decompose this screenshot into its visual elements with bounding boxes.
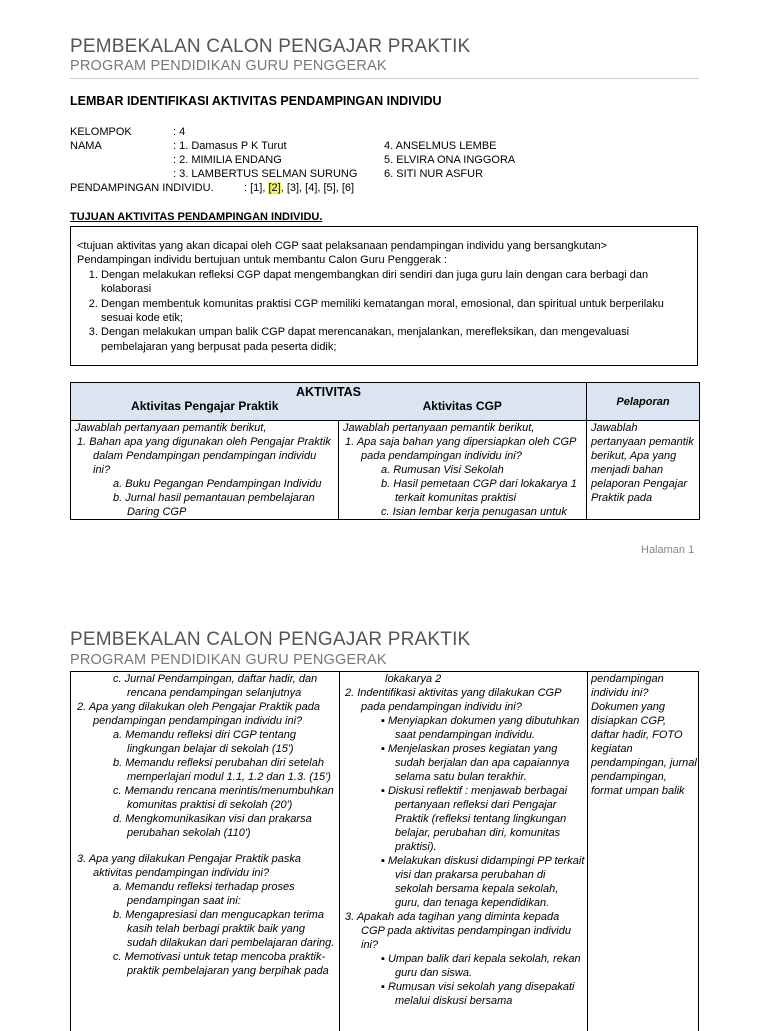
list-item: lokakarya 2 [385, 673, 442, 685]
p2-col2-content [343, 672, 585, 1031]
list-item: d. Mengkomunikasikan visi dan prakarsa perubahan sekolah (110') [113, 813, 312, 839]
page-title: PEMBEKALAN CALON PENGAJAR PRAKTIK [70, 36, 471, 57]
p1-col1-content [75, 421, 334, 519]
list-item: b. Memandu refleksi perubahan diri setelah memperlajari modul 1.1, 1.2 dan 1.3. (15') [113, 757, 331, 783]
page-subtitle: PROGRAM PENDIDIKAN GURU PENGGERAK [70, 58, 387, 74]
p2-col3-text: pendampingan individu ini? Dokumen yang disiapkan CGP, daftar hadir, FOTO kegiatan pendampingan, jurnal pendampingan, format umpan balik [591, 673, 697, 797]
page-subtitle-2: PROGRAM PENDIDIKAN GURU PENGGERAK [70, 652, 387, 668]
header-divider [70, 78, 699, 79]
list-item: b. Jurnal hasil pemantauan pembelajaran Daring CGP [113, 492, 315, 518]
page-title-2: PEMBEKALAN CALON PENGAJAR PRAKTIK [70, 629, 471, 650]
name-6: 6. SITI NUR ASFUR [384, 168, 484, 180]
list-item: 2. Indentifikasi aktivitas yang dilakukan CGP pada pendampingan individu ini? [345, 687, 562, 713]
col-header-pelaporan: Pelaporan [587, 383, 700, 421]
list-item: ▪ Menyiapkan dokumen yang dibutuhkan saat pendampingan individu. [381, 715, 580, 741]
list-item: Jawablah pertanyaan pemantik berikut, [75, 422, 267, 434]
list-item: b. Hasil pemetaan CGP dari lokakarya 1 terkait komunitas praktisi [381, 478, 577, 504]
list-item: c. Memandu rencana merintis/menumbuhkan komunitas praktisi di sekolah (20') [113, 785, 334, 811]
list-item: ▪ Melakukan diskusi didampingi PP terkait visi dan prakarsa perubahan di sekolah bersama kepala sekolah, guru, dan tenaga kependidikan. [381, 855, 585, 909]
p1-col3-text: Jawablah pertanyaan pemantik berikut, Apa yang menjadi bahan pelaporan Pengajar Praktik pada [591, 422, 694, 504]
list-item: 3. Apa yang dilakukan Pengajar Praktik paska aktivitas pendampingan individu ini? [77, 853, 302, 879]
p1-col1-cell [71, 421, 339, 520]
list-item: ▪ Menjelaskan proses kegiatan yang sudah berjalan dan apa capaiannya selama satu bulan terakhir. [381, 743, 570, 783]
list-item: 1. Bahan apa yang digunakan oleh Pengajar Praktik dalam Pendampingan pendampingan individu ini? [77, 436, 331, 476]
pendampingan-options [244, 181, 354, 195]
tujuan-box [70, 226, 698, 366]
pendampingan-prefix: : [1], [244, 182, 269, 194]
list-item: 3. Apakah ada tagihan yang diminta kepada CGP pada aktivitas pendampingan individu ini? [345, 911, 571, 951]
name-4: 4. ANSELMUS LEMBE [384, 140, 497, 152]
list-item: c. Isian lembar kerja penugasan untuk [381, 506, 567, 518]
list-item [75, 840, 337, 852]
list-item: 2. Apa yang dilakukan oleh Pengajar Praktik pada pendampingan pendampingan individu ini? [77, 701, 320, 727]
column-divider [339, 672, 340, 1031]
tujuan-item: 2. Dengan membentuk komunitas praktisi CGP memiliki kematangan moral, emosional, dan spiritual untuk berperilaku sesuai kode etik; [101, 297, 691, 326]
pendampingan-label: PENDAMPINGAN INDIVIDU. [70, 182, 214, 194]
list-item: ▪ Rumusan visi sekolah yang disepakati melalui diskusi bersama [381, 981, 575, 1007]
list-item: c. Memotivasi untuk tetap mencoba praktik-praktik pembelajaran yang berpihak pada [113, 951, 329, 977]
page-number: Halaman 1 [641, 544, 695, 556]
list-item: b. Mengapresiasi dan mengucapkan terima kasih telah berbagi praktik baik yang sudah dilakukan dari pembelajaran daring. [113, 909, 335, 949]
name-3: : 3. LAMBERTUS SELMAN SURUNG [173, 168, 358, 180]
list-item: ▪ Diskusi reflektif : menjawab berbagai pertanyaan refleksi dari Pengajar Praktik (refleksi tentang lingkungan belajar, perubahan diri, komunitas praktisi). [381, 785, 568, 853]
p2-col1-content [75, 672, 337, 1031]
list-item: a. Memandu refleksi diri CGP tentang lingkungan belajar di sekolah (15') [113, 729, 297, 755]
kelompok-value: : 4 [173, 126, 186, 138]
aktivitas-header [71, 383, 587, 421]
list-item: ▪ Umpan balik dari kepala sekolah, rekan guru dan siswa. [381, 953, 581, 979]
kelompok-label: KELOMPOK [70, 126, 132, 138]
aktivitas-title: AKTIVITAS [295, 385, 362, 399]
p1-col2-cell [339, 421, 587, 520]
name-2: : 2. MIMILIA ENDANG [173, 154, 282, 166]
form-title: LEMBAR IDENTIFIKASI AKTIVITAS PENDAMPINGAN INDIVIDU [70, 94, 442, 108]
list-item: 1. Apa saja bahan yang dipersiapkan oleh CGP pada pendampingan individu ini? [345, 436, 576, 462]
tujuan-heading: TUJUAN AKTIVITAS PENDAMPINGAN INDIVIDU. [70, 211, 323, 223]
tujuan-intro: Pendampingan individu bertujuan untuk membantu Calon Guru Penggerak : [77, 254, 447, 267]
activity-table [70, 382, 700, 520]
name-5: 5. ELVIRA ONA INGGORA [384, 154, 516, 166]
list-item: c. Jurnal Pendampingan, daftar hadir, dan rencana pendampingan selanjutnya [113, 673, 318, 699]
column-divider [587, 672, 588, 1031]
name-1: : 1. Damasus P K Turut [173, 140, 287, 152]
activity-table-continued [70, 671, 699, 1031]
tujuan-item: 1. Dengan melakukan refleksi CGP dapat mengembangkan diri sendiri dan juga guru lain dengan cara berbagi dan kolaborasi [101, 268, 691, 297]
pendampingan-suffix: , [3], [4], [5], [6] [280, 182, 355, 194]
list-item: Jawablah pertanyaan pemantik berikut, [343, 422, 535, 434]
list-item: a. Buku Pegangan Pendampingan Individu [113, 478, 322, 490]
list-item: a. Memandu refleksi terhadap proses pendampingan saat ini: [113, 881, 295, 907]
col-header-pengajar: Aktivitas Pengajar Praktik [131, 399, 279, 413]
pendampingan-selected: [2] [268, 182, 281, 194]
list-item: a. Rumusan Visi Sekolah [381, 464, 504, 476]
tujuan-item: 3. Dengan melakukan umpan balik CGP dapat merencanakan, menjalankan, merefleksikan, dan mengevaluasi pembelajaran yang berpusat pada peserta didik; [101, 325, 691, 354]
p1-col2-content [343, 421, 582, 519]
p1-col3-cell [587, 421, 700, 520]
col-header-cgp: Aktivitas CGP [422, 399, 502, 413]
tujuan-hint: <tujuan aktivitas yang akan dicapai oleh CGP saat pelaksanaan pendampingan individu yang bersangkutan> [77, 240, 608, 252]
tujuan-list [77, 268, 691, 354]
nama-label: NAMA [70, 140, 102, 152]
